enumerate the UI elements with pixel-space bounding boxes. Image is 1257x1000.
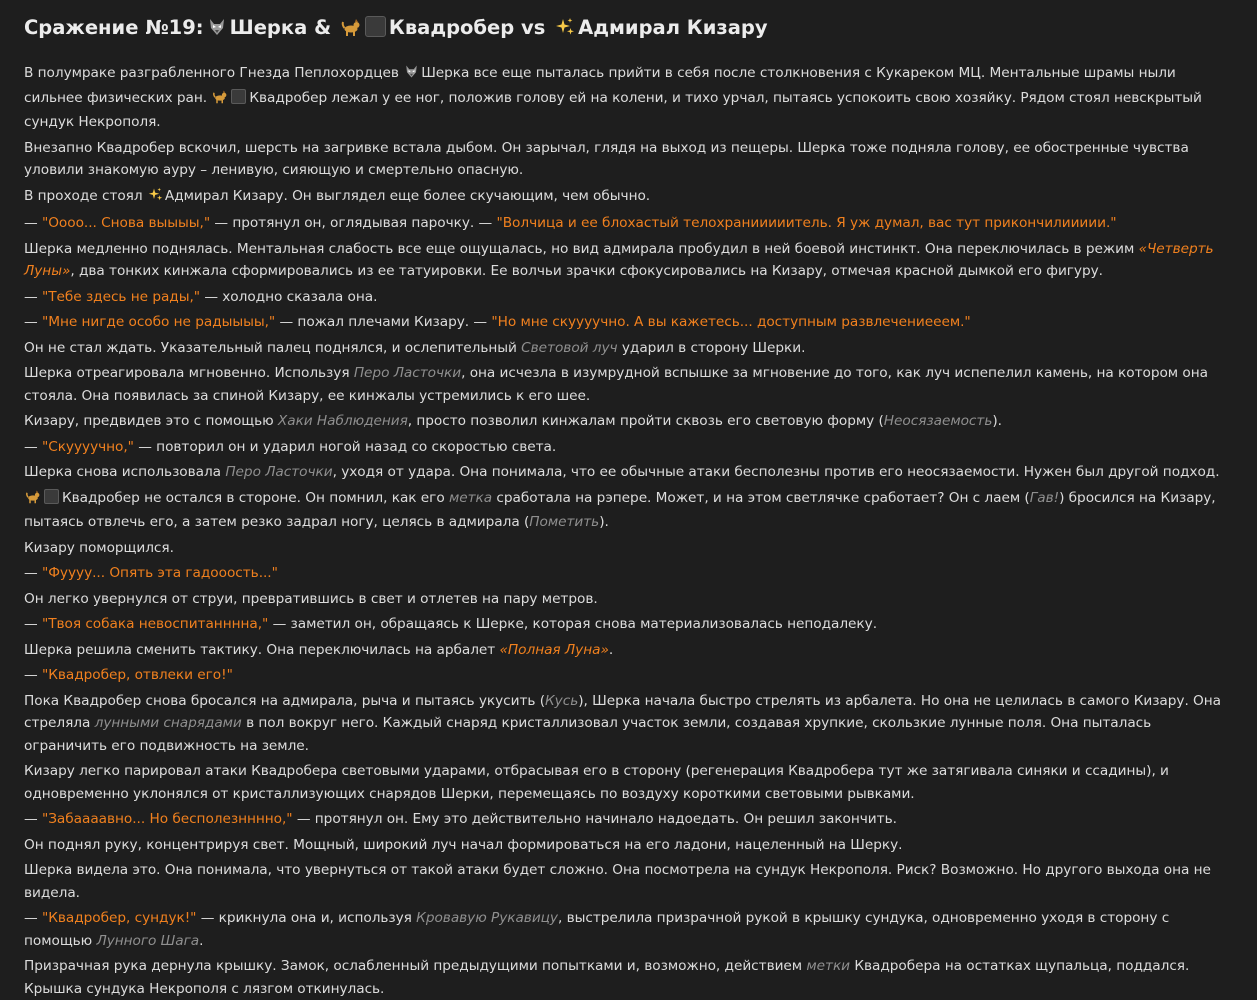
story-paragraph [24,955,1233,1000]
narration-text: — заметил он, обращаясь к Шерке, которая снова материализовалась неподалеку. [268,616,877,632]
dialogue-quote: "Оооо... Снова выыыы," [41,215,211,231]
technique-name: Неосязаемость [883,413,993,429]
narration-text: Он легко увернулся от струи, превратившись в свет и отлетев на пару метров. [24,590,598,607]
narration-text: Шерка снова использовала [24,464,226,480]
story-paragraph [24,362,1233,407]
technique-name: Перо Ласточки [225,464,333,480]
dialogue-quote: "Твоя собака невоспитанннна," [41,616,269,632]
narration-text: сработала на рэпере. Может, и на этом светлячке сработает? Он с лаем ( [492,489,1030,506]
story-paragraph [24,808,1233,831]
narration-text: , два тонких кинжала сформировались из ее татуировки. Ее волчьи зрачки сфокусировались на Кизару, отмечая красной дымкой его фигуру. [70,263,1103,279]
story-body [24,62,1233,1000]
story-paragraph [24,410,1233,433]
story-paragraph [24,760,1233,805]
story-paragraph [24,859,1233,904]
narration-text: — [24,215,42,231]
narration-text: ), Шерка начала быстро стрелять из арбалета. Но она не целилась в самого Кизару. Она стреляла [24,692,1222,731]
technique-name: Лунного Шага [96,932,200,949]
story-paragraph [24,137,1233,182]
technique-name: Световой луч [521,339,618,356]
narration-text: ) бросился на Кизару, пытаясь отвлечь его, а затем резко задрал ногу, целясь в адмирала ( [24,489,1216,530]
narration-text: Адмирал Кизару. Он выглядел еще более скучающим, чем обычно. [164,187,651,204]
dialogue-quote: "Волчица и ее блохастый телохранииииитель. Я уж думал, вас тут прикончилиииии." [496,215,1117,231]
fighter-name-sherka: Шерка [229,16,308,39]
narration-text: — протянул он. Ему это действительно начинало надоедать. Он решил закончить. [292,811,897,827]
narration-text: — [24,616,42,632]
narration-text: — крикнула она и, используя [196,910,417,926]
narration-text: , выстрелила призрачной рукой в крышку сундука, одновременно уходя в сторону с помощью [24,910,1170,949]
dialogue-quote: "Квадробер, сундук!" [41,910,197,926]
narration-text: — [24,314,42,330]
technique-name: Перо Ласточки [353,365,462,381]
narration-text: Пока Квадробер снова бросался на адмирала, рыча и пытаясь укусить ( [24,692,546,709]
narration-text: — холодно сказала она. [200,288,378,305]
technique-name: Кусь [545,692,579,709]
narration-text: Шерка решила сменить тактику. Она переключилась на арбалет [24,641,500,658]
narration-text: Шерка видела это. Она понимала, что увернуться от такой атаки будет сложно. Она посмотрела на сундук Некрополя. Риск? Возможно. Но другого выхода она не видела. [24,862,1211,901]
title-ampersand: & [314,16,332,39]
narration-text: . [608,641,614,658]
fighter-name-kvadrober: Квадробер [388,16,515,39]
narration-text: — протянул он, оглядывая парочку. — [210,215,497,231]
narration-text: , она исчезла в изумрудной вспышке за мгновение до того, как луч испепелил камень, на котором она стояла. Она появилась за спиной Кизару, ее кинжалы устремились к его шее. [24,365,1208,404]
weapon-mode-name: «Четверть Луны» [24,240,1214,279]
technique-name: метки [806,958,851,974]
story-paragraph [24,436,1233,459]
dialogue-quote: "Квадробер, отвлеки его!" [41,667,233,683]
story-paragraph [24,461,1233,484]
page-title [24,14,1233,45]
narration-text: — [24,288,42,305]
story-paragraph [24,487,1233,534]
story-paragraph [24,537,1233,560]
narration-text: Призрачная рука дернула крышку. Замок, ослабленный предыдущими попытками и, возможно, действием [24,958,807,974]
narration-text: Квадробер лежал у ее ног, положив голову ей на колени, и тихо урчал, пытаясь успокоить свою хозяйку. Рядом стоял невскрытый сундук Некрополя. [24,89,1202,130]
title-vs: vs [521,16,546,39]
story-paragraph [24,62,1233,134]
sparkles-icon [555,17,575,45]
story-paragraph [24,664,1233,687]
title-prefix: Сражение №19: [24,16,204,39]
narration-text: Он поднял руку, концентрируя свет. Мощный, широкий луч начал формироваться на его ладони, нацеленный на Шерку. [24,836,903,853]
sparkles-icon [148,187,163,210]
narration-text: — [24,438,42,455]
story-paragraph [24,337,1233,360]
narration-text: Внезапно Квадробер вскочил, шерсть на загривке встала дыбом. Он зарычал, глядя на выход из пещеры. Шерка тоже подняла голову, ее обостренные чувства уловили знакомую ауру – ленивую, сияющую и смертельно опасную. [24,139,1189,178]
narration-text: — [24,565,42,581]
black-large-square-icon [365,16,386,37]
dialogue-quote: "Фуууу... Опять эта гадооость..." [41,565,278,581]
narration-text: . [199,932,204,949]
story-paragraph [24,185,1233,210]
story-paragraph [24,639,1233,662]
narration-text: — пожал плечами Кизару. — [275,314,492,330]
wolf-face-icon [207,17,227,45]
narration-text: В проходе стоял [24,187,147,204]
narration-text: Шерка отреагировала мгновенно. Используя [24,365,354,381]
story-paragraph [24,613,1233,636]
narration-text: Кизару легко парировал атаки Квадробера световыми ударами, отбрасывая его в сторону (регенерация Квадробера тут же затягивала синяки и ссадины), и одновременно уклонялся от кристаллизующих снарядов Шерки, перемещаясь по воздуху короткими световыми рывками. [24,763,1169,802]
narration-text: — [24,910,42,926]
narration-text: Шерка все еще пыталась прийти в себя после столкновения с Кукареком МЦ. Ментальные шрамы ныли сильнее физических ран. [24,65,1176,106]
dialogue-quote: "Забаааавно... Но бесполезнннно," [41,811,293,827]
story-paragraph [24,311,1233,334]
dog-icon [212,89,228,112]
dialogue-quote: "Но мне скуууучно. А вы кажетесь... доступным развлечениееем." [491,314,971,330]
narration-text: ). [599,514,609,530]
story-paragraph [24,907,1233,952]
narration-text: — повторил он и ударил ногой назад со скоростью света. [133,438,557,455]
technique-name: Кровавую Рукавицу [416,910,558,926]
narration-text: — [24,667,42,683]
story-paragraph [24,238,1233,283]
wolf-face-icon [404,64,419,87]
narration-text: , просто позволил кинжалам пройти сквозь его световую форму ( [407,413,884,429]
technique-name: лунными снарядами [94,715,242,731]
narration-text: Квадробера на остатках щупальца, поддался. Крышка сундука Некрополя с лязгом откинулась. [24,958,1190,997]
dog-icon [341,17,361,45]
weapon-mode-name: «Полная Луна» [499,641,609,658]
narration-text: Кизару поморщился. [24,539,174,556]
dialogue-quote: "Мне нигде особо не радыыыы," [41,314,276,330]
story-paragraph [24,834,1233,857]
narration-text: в пол вокруг него. Каждый снаряд кристаллизовал участок земли, создавая хрупкие, скользкие лунные поля. Она пыталась ограничить его подвижность на земле. [24,715,1152,754]
black-large-square-icon [231,89,246,104]
dog-icon [25,489,41,512]
fighter-name-kizaru: Адмирал Кизару [578,16,768,39]
story-paragraph [24,562,1233,585]
narration-text: Шерка медленно поднялась. Ментальная слабость все еще ощущалась, но вид адмирала пробудил в ней боевой инстинкт. Она переключилась в режим [24,240,1139,257]
narration-text: В полумраке разграбленного Гнезда Пеплохордцев [24,65,404,81]
narration-text: , уходя от удара. Она понимала, что ее обычные атаки бесполезны против его неосязаемости. Нужен был другой подход. [332,464,1220,480]
technique-name: метка [448,489,493,506]
narration-text: ). [992,413,1002,429]
technique-name: Гав! [1029,489,1060,506]
story-paragraph [24,690,1233,758]
narration-text: — [24,811,42,827]
dialogue-quote: "Тебе здесь не рады," [41,288,201,305]
technique-name: Пометить [529,514,600,530]
story-paragraph [24,588,1233,611]
narration-text: Квадробер не остался в стороне. Он помнил, как его [62,489,449,506]
narration-text: Кизару, предвидев это с помощью [24,413,278,429]
dialogue-quote: "Скуууучно," [41,438,134,455]
technique-name: Хаки Наблюдения [277,413,408,429]
narration-text: ударил в сторону Шерки. [617,339,806,356]
story-paragraph [24,212,1233,235]
story-paragraph [24,286,1233,309]
narration-text: Он не стал ждать. Указательный палец поднялся, и ослепительный [24,339,522,356]
black-large-square-icon [44,489,59,504]
